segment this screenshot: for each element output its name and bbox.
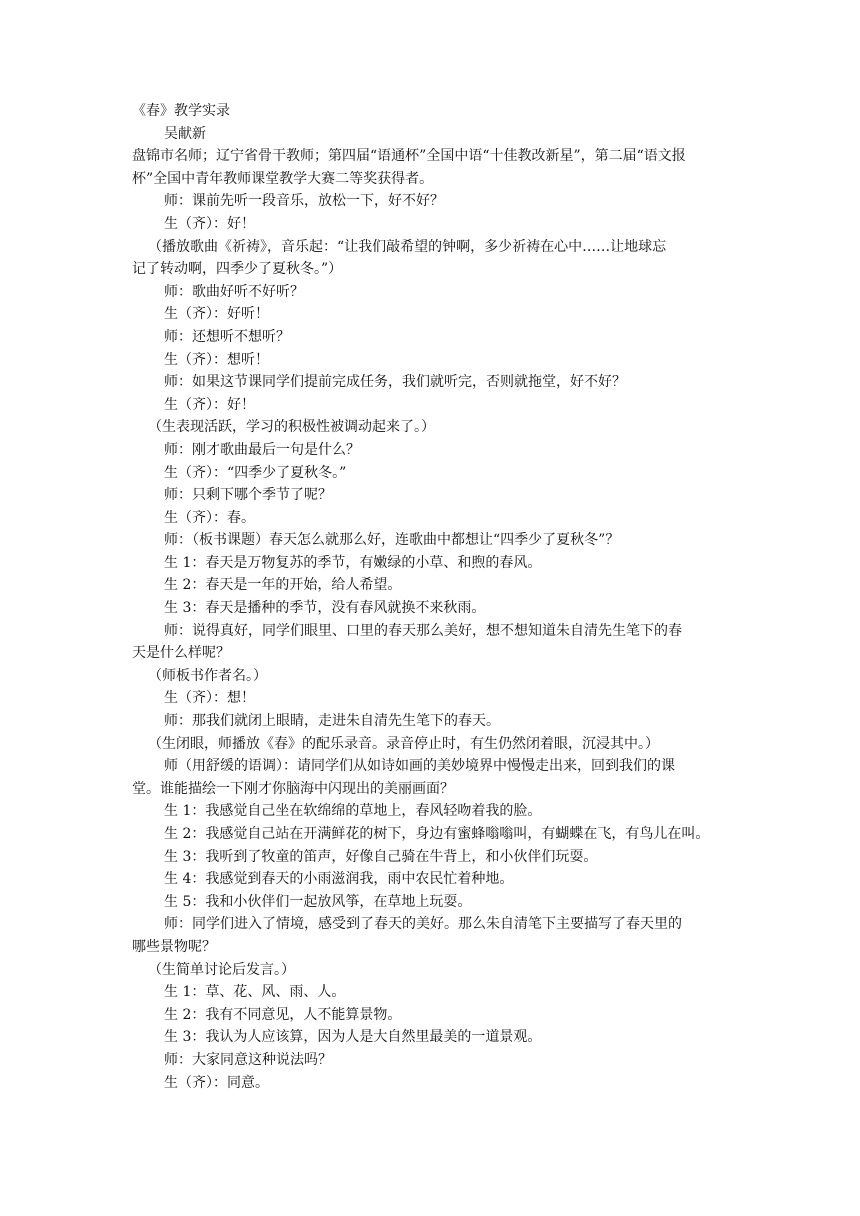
dialogue-line: 生（齐）：好听！ xyxy=(164,306,269,323)
dialogue-line: 师：课前先听一段音乐，放松一下，好不好？ xyxy=(164,193,444,210)
dialogue-line: 师：歌曲好听不好听？ xyxy=(164,283,304,300)
dialogue-line: 生 4：我感觉到春天的小雨滋润我，雨中农民忙着种地。 xyxy=(164,871,514,888)
dialogue-line: 生 3：春天是播种的季节，没有春风就换不来秋雨。 xyxy=(164,600,486,617)
dialogue-line: 哪些景物呢？ xyxy=(132,938,216,955)
dialogue-line: 生 5：我和小伙伴们一起放风筝，在草地上玩耍。 xyxy=(164,893,472,910)
author-name: 吴献新 xyxy=(164,125,206,142)
dialogue-line: 生（齐）：想！ xyxy=(164,690,255,707)
stage-direction: （生表现活跃，学习的积极性被调动起来了。） xyxy=(148,419,435,436)
dialogue-line: 师：（板书课题）春天怎么就那么好，连歌曲中都想让“四季少了夏秋冬”？ xyxy=(164,532,620,549)
stage-direction: （播放歌曲《祈祷》，音乐起：“让我们敲希望的钟啊，多少祈祷在心中……让地球忘 xyxy=(148,238,667,255)
dialogue-line: 师：刚才歌曲最后一句是什么？ xyxy=(164,441,360,458)
dialogue-line: 生 2：我感觉自己站在开满鲜花的树下，身边有蜜蜂嗡嗡叫，有蝴蝶在飞，有鸟儿在叫。 xyxy=(164,826,710,842)
dialogue-line: 生 2：我有不同意见，人不能算景物。 xyxy=(164,1006,402,1023)
dialogue-line: 堂。谁能描绘一下刚才你脑海中闪现出的美丽画面？ xyxy=(132,780,454,797)
dialogue-line: 师：大家同意这种说法吗？ xyxy=(164,1051,332,1068)
dialogue-line: 生 3：我听到了牧童的笛声，好像自己骑在牛背上，和小伙伴们玩耍。 xyxy=(164,848,598,865)
stage-direction: （生简单讨论后发言。） xyxy=(148,961,295,978)
stage-direction: （生闭眼，师播放《春》的配乐录音。录音停止时，有生仍然闭着眼，沉浸其中。） xyxy=(148,735,659,752)
dialogue-line: 生 1：草、花、风、雨、人。 xyxy=(164,984,346,1001)
document-title: 《春》教学实录 xyxy=(132,103,230,119)
author-bio-line: 杯”全国中青年教师课堂教学大赛二等奖获得者。 xyxy=(132,170,434,187)
dialogue-line: 生 3：我认为人应该算，因为人是大自然里最美的一道景观。 xyxy=(164,1029,542,1046)
dialogue-line: 师（用舒缓的语调）：请同学们从如诗如画的美妙境界中慢慢走出来，回到我们的课 xyxy=(164,758,675,775)
dialogue-line: 生（齐）：“四季少了夏秋冬。” xyxy=(164,464,347,481)
dialogue-line: 天是什么样呢？ xyxy=(132,645,230,662)
dialogue-line: 生 1：春天是万物复苏的季节，有嫩绿的小草、和煦的春风。 xyxy=(164,554,542,571)
stage-direction: 记了转动啊，四季少了夏秋冬。”） xyxy=(132,261,343,278)
dialogue-line: 师：只剩下哪个季节了呢？ xyxy=(164,487,332,504)
dialogue-line: 生（齐）：想听！ xyxy=(164,351,269,368)
dialogue-line: 师：还想听不想听？ xyxy=(164,328,290,345)
stage-direction: （师板书作者名。） xyxy=(148,667,267,684)
author-bio-line: 盘锦市名师；辽宁省骨干教师；第四届“语通杯”全国中语“十佳教改新星”，第二届“语文报 xyxy=(132,148,686,165)
dialogue-line: 生（齐）：好！ xyxy=(164,396,255,413)
dialogue-line: 生 2：春天是一年的开始，给人希望。 xyxy=(164,577,402,594)
dialogue-line: 师：那我们就闭上眼睛，走进朱自清先生笔下的春天。 xyxy=(164,713,500,730)
document-page xyxy=(132,100,732,1094)
dialogue-line: 生（齐）：好！ xyxy=(164,215,255,232)
dialogue-line: 师：说得真好，同学们眼里、口里的春天那么美好，想不想知道朱自清先生笔下的春 xyxy=(164,622,682,639)
dialogue-line: 生（齐）：同意。 xyxy=(164,1074,269,1091)
dialogue-line: 生（齐）：春。 xyxy=(164,509,255,526)
dialogue-line: 师：如果这节课同学们提前完成任务，我们就听完，否则就拖堂，好不好？ xyxy=(164,374,626,391)
dialogue-line: 师：同学们进入了情境，感受到了春天的美好。那么朱自清笔下主要描写了春天里的 xyxy=(164,916,682,933)
dialogue-line: 生 1：我感觉自己坐在软绵绵的草地上，春风轻吻着我的脸。 xyxy=(164,803,542,820)
